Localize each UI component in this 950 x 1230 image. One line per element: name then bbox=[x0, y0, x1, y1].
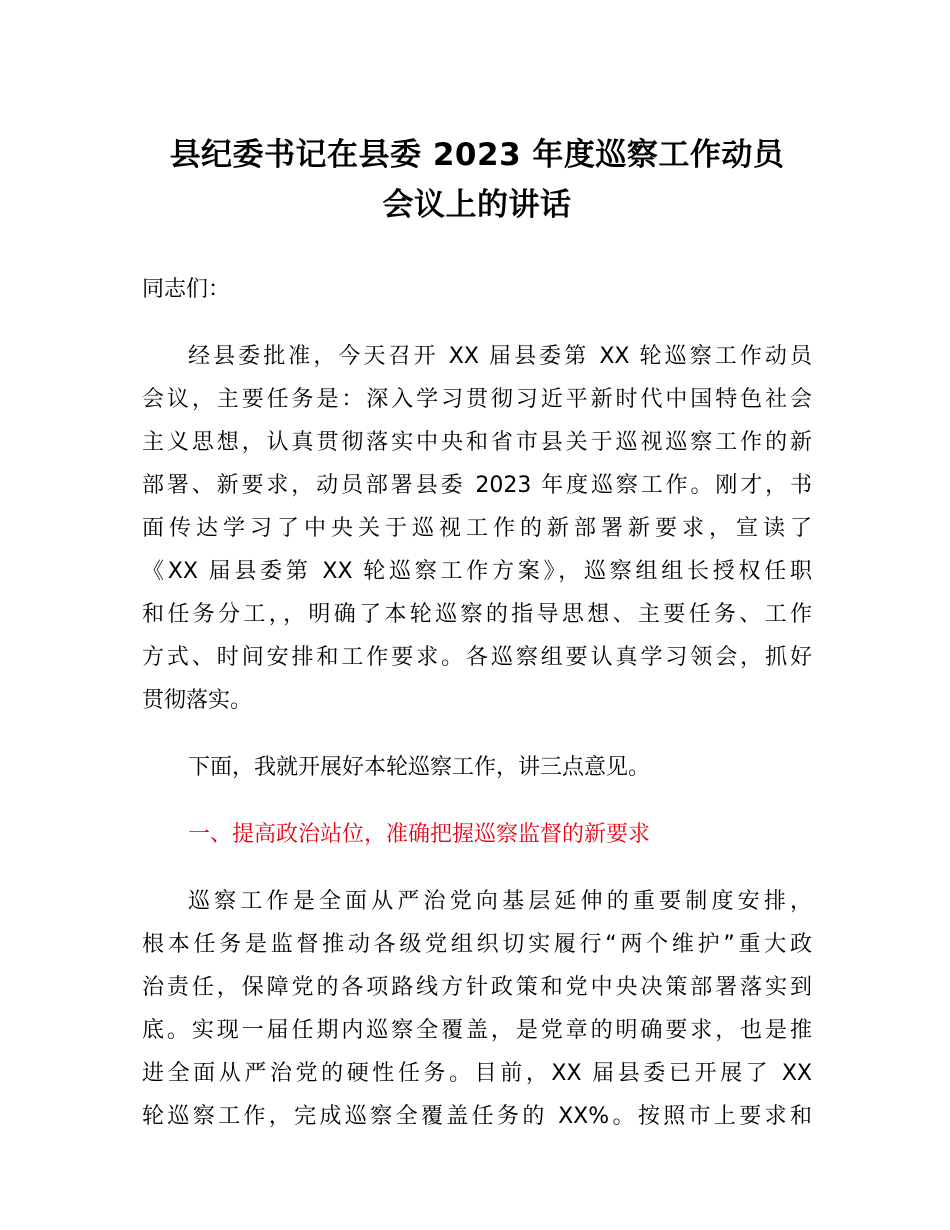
paragraph-line: 主义思想，认真贯彻落实中央和省市县关于巡视巡察工作的新 bbox=[142, 430, 812, 455]
paragraph-line: 巡察工作是全面从严治党向基层延伸的重要制度安排， bbox=[188, 889, 812, 914]
paragraph-transition bbox=[142, 746, 812, 789]
paragraph-line: 根本任务是监督推动各级党组织切实履行“两个维护”重大政 bbox=[142, 932, 812, 957]
paragraph-line: 轮巡察工作，完成巡察全覆盖任务的 XX%。按照市上要求和 bbox=[142, 1104, 812, 1129]
paragraph-line: 方式、时间安排和工作要求。各巡察组要认真学习领会，抓好 bbox=[142, 645, 812, 670]
salutation: 同志们： bbox=[142, 277, 231, 302]
document-page bbox=[142, 130, 812, 1138]
paragraph-line: 部署、新要求，动员部署县委 2023 年度巡察工作。刚才，书 bbox=[142, 473, 812, 498]
paragraph-section-1 bbox=[142, 880, 812, 1138]
paragraph-line: 贯彻落实。 bbox=[142, 688, 253, 713]
paragraph-line: 进全面从严治党的硬性任务。目前，XX 届县委已开展了 XX bbox=[142, 1061, 812, 1086]
section-heading-1: 一、提高政治站位，准确把握巡察监督的新要求 bbox=[188, 822, 651, 847]
paragraph-line: 经县委批准，今天召开 XX 届县委第 XX 轮巡察工作动员 bbox=[188, 344, 812, 369]
paragraph-line: 治责任，保障党的各项路线方针政策和党中央决策部署落实到 bbox=[142, 975, 812, 1000]
title-line-1: 县纪委书记在县委 2023 年度巡察工作动员 bbox=[169, 137, 785, 173]
paragraph-line: 《XX 届县委第 XX 轮巡察工作方案》，巡察组组长授权任职 bbox=[142, 559, 812, 584]
paragraph-line: 和任务分工，，明确了本轮巡察的指导思想、主要任务、工作 bbox=[142, 602, 812, 627]
paragraph-line: 面传达学习了中央关于巡视工作的新部署新要求，宣读了 bbox=[142, 516, 812, 541]
paragraph-intro bbox=[142, 335, 812, 722]
document-title bbox=[142, 130, 812, 230]
paragraph-line: 会议，主要任务是：深入学习贯彻习近平新时代中国特色社会 bbox=[142, 387, 812, 412]
title-line-2: 会议上的讲话 bbox=[382, 187, 572, 223]
paragraph-line: 下面，我就开展好本轮巡察工作，讲三点意见。 bbox=[188, 755, 651, 780]
paragraph-line: 底。实现一届任期内巡察全覆盖，是党章的明确要求，也是推 bbox=[142, 1018, 812, 1043]
